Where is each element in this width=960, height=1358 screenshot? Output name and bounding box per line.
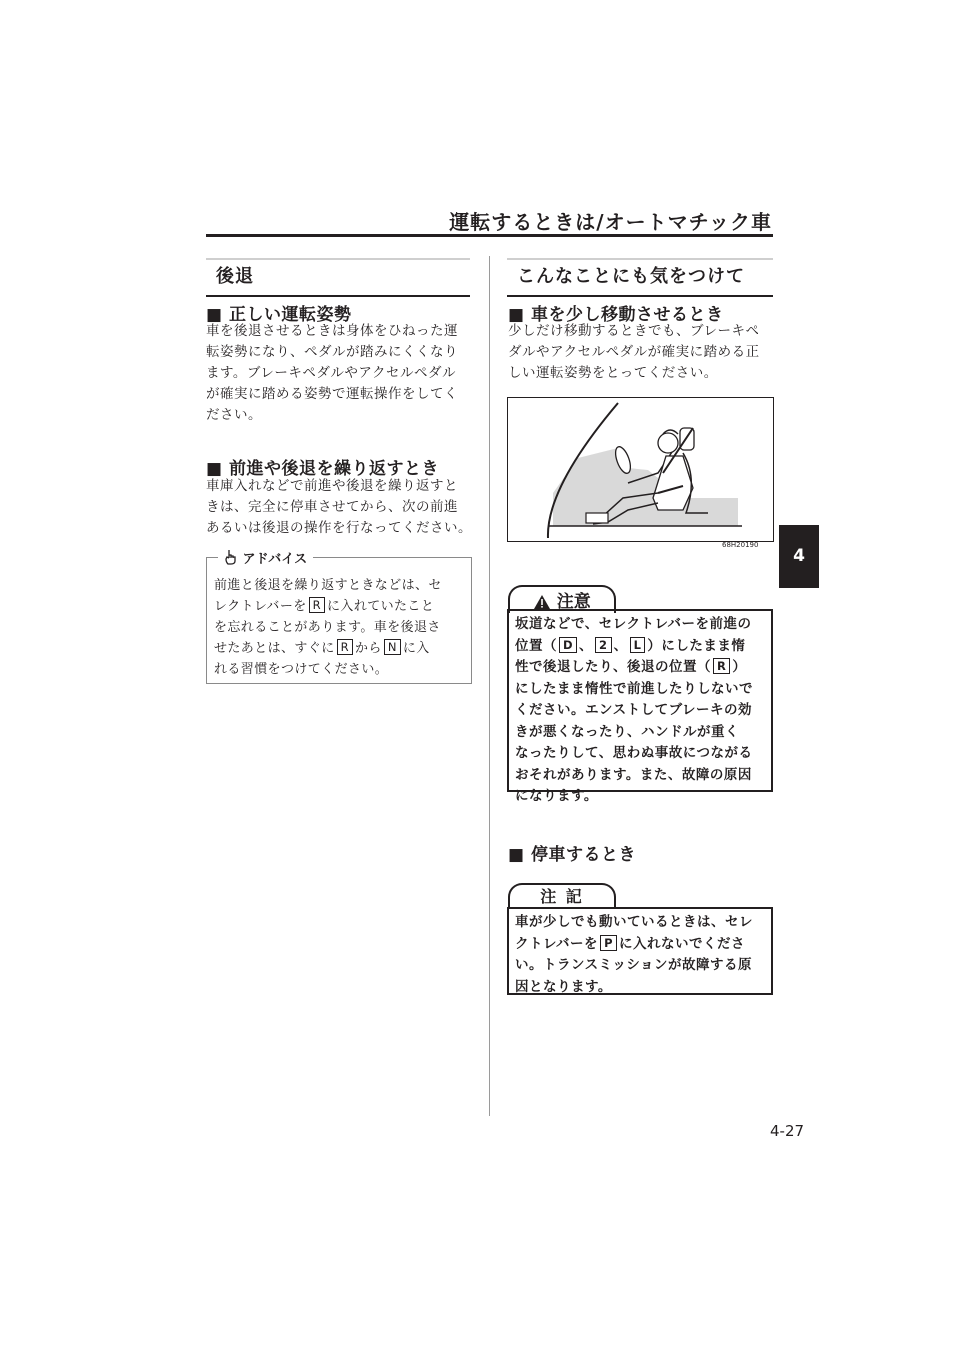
note-line: クトレバーを bbox=[515, 935, 599, 952]
caution-line: にしたまま惰性で前進したりしないで ください。エンストしてブレーキの効 きが悪くなったり、ハンドルが重く なったりして、思わぬ事故につながる おそれがあります。また、故障の原因 になります。 bbox=[515, 680, 753, 804]
paragraph-repeat-forward-reverse: 車庫入れなどで前進や後退を繰り返すと きは、完全に停車させてから、次の前進 あるいは後退の操作を行なってください。 bbox=[206, 478, 472, 536]
chapter-tab: 4 bbox=[779, 525, 819, 588]
section-top-rule bbox=[507, 258, 773, 260]
caution-text bbox=[515, 614, 769, 808]
advice-line: から bbox=[355, 641, 382, 656]
running-header: 運転するときは/オートマチック車 bbox=[449, 210, 772, 234]
gear-key-R: R bbox=[337, 639, 353, 655]
gear-key-P: P bbox=[600, 935, 617, 951]
caution-line: ） bbox=[732, 659, 747, 675]
caution-line: ）にしたまま惰 bbox=[647, 637, 746, 654]
subheading-driving-posture: ■ 正しい運転姿勢 bbox=[206, 305, 352, 325]
driver-posture-illustration bbox=[507, 397, 774, 542]
advice-line: に入れていたこと bbox=[327, 599, 435, 614]
subheading-move-little: ■ 車を少し移動させるとき bbox=[508, 305, 724, 325]
gear-key-N: N bbox=[384, 639, 401, 655]
page-number: 4-27 bbox=[770, 1122, 805, 1140]
advice-line: に入 bbox=[402, 641, 430, 656]
caution-line: 、 bbox=[579, 637, 594, 654]
advice-line: れる習慣をつけてください。 bbox=[214, 662, 389, 677]
caution-line: 、 bbox=[613, 637, 628, 654]
advice-label bbox=[218, 548, 313, 567]
header-rule bbox=[206, 234, 773, 237]
advice-line: を忘れることがあります。車を後退さ bbox=[214, 620, 441, 635]
advice-line: レクトレバーを bbox=[214, 599, 307, 614]
caution-line: 性で後退したり、後退の位置（ bbox=[515, 659, 711, 675]
gear-key-R: R bbox=[713, 658, 730, 674]
driver-seated-illustration bbox=[508, 398, 773, 541]
gear-key-L: L bbox=[630, 637, 646, 653]
gear-key-2: 2 bbox=[595, 637, 612, 653]
section-title-be-careful: こんなことにも気をつけて bbox=[507, 262, 773, 297]
subheading-repeat-forward-reverse: ■ 前進や後退を繰り返すとき bbox=[206, 459, 439, 479]
pointing-hand-icon bbox=[224, 549, 238, 565]
note-line: 車が少しでも動いているときは、セレ bbox=[515, 914, 753, 930]
warning-triangle-icon bbox=[533, 594, 551, 610]
figure-code: 68H20190 bbox=[722, 541, 759, 549]
subheading-stopping: ■ 停車するとき bbox=[508, 845, 636, 865]
caution-line: 位置（ bbox=[515, 637, 557, 654]
column-divider bbox=[489, 256, 490, 1116]
section-title-reverse: 後退 bbox=[206, 262, 470, 297]
gear-key-R: R bbox=[309, 597, 325, 613]
paragraph-driving-posture: 車を後退させるときは身体をひねった運 転姿勢になり、ペダルが踏みにくくなり ます。ブレーキペダルやアクセルペダル が確実に踏める姿勢で運転操作をしてく ださい。 bbox=[206, 323, 458, 423]
note-text bbox=[515, 912, 769, 998]
note-line: に入れないでくださ bbox=[619, 935, 745, 952]
paragraph-move-little: 少しだけ移動するときでも、ブレーキペ ダルやアクセルペダルが確実に踏める正 しい運転姿勢をとってください。 bbox=[508, 323, 760, 381]
caution-label: 注意 bbox=[556, 592, 591, 612]
advice-line: 前進と後退を繰り返すときなどは、セ bbox=[214, 578, 442, 593]
section-top-rule bbox=[206, 258, 470, 260]
gear-key-D: D bbox=[559, 637, 577, 653]
advice-label-text: アドバイス bbox=[242, 552, 308, 567]
caution-line: 坂道などで、セレクトレバーを前進の bbox=[515, 616, 752, 632]
advice-text bbox=[214, 575, 466, 680]
advice-line: せたあとは、すぐに bbox=[214, 641, 335, 656]
note-tab: 注 記 bbox=[508, 883, 616, 909]
note-line: い。トランスミッションが故障する原 因となります。 bbox=[515, 957, 753, 995]
